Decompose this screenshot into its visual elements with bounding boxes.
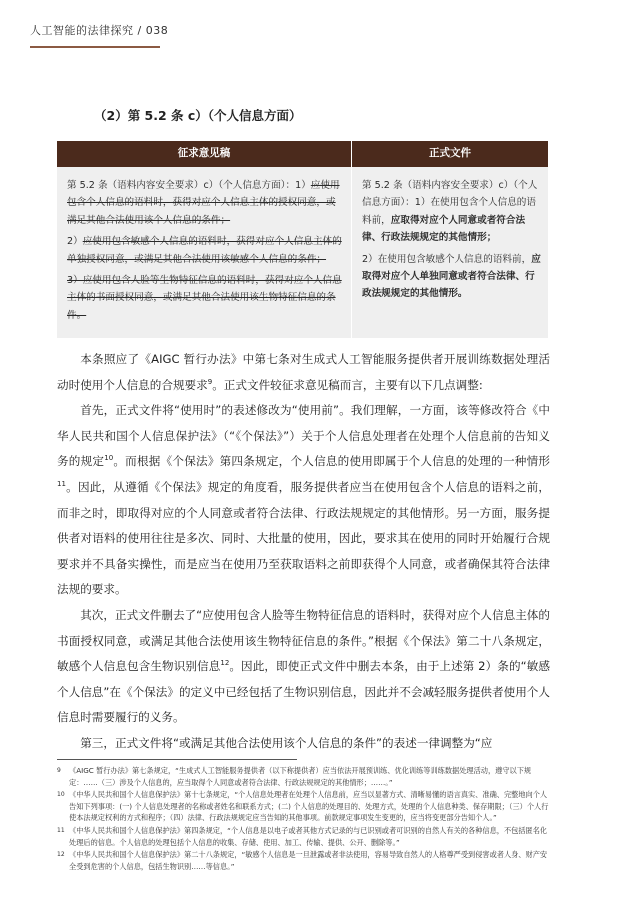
draft-item-1 xyxy=(67,177,345,229)
footnote-ref: 12 xyxy=(220,659,230,668)
draft-item-2-lead: 2） xyxy=(67,236,83,248)
paragraph-1-text-end: 。正式文件较征求意见稿而言，主要有以下几点调整: xyxy=(212,377,483,392)
paragraph-4: 第三，正式文件将“或满足其他合法使用该个人信息的条件”的表述一律调整为“应 xyxy=(80,735,493,750)
table-header-row xyxy=(57,141,548,167)
footnote-ref: 10 xyxy=(104,454,114,463)
draft-item-3-deleted: 3）应使用包含人脸等生物特征信息的语料时，获得对应个人信息主体的书面授权同意，或满足其他合法使用该生物特征信息的条件。 xyxy=(67,275,342,321)
footnote-text: 《中华人民共和国个人信息保护法》第十七条规定，“个人信息处理者在处理个人信息前，应当以显著方式、清晰易懂的语言真实、准确、完整地向个人告知下列事项：(一) 个人信息处理者的名称或者姓名和联系方式；(二) 个人信息的处理目的、处理方式，处理的个人信息种类、保存期限；（三）个人行使本法规定权利的方式和程序；（四）法律、行政法规规定应当告知的其他事项。前款规定事项发生变更的，应当将变更部分告知个人。” xyxy=(69,790,549,823)
footnote xyxy=(57,789,550,824)
table-row xyxy=(57,167,548,338)
footnote xyxy=(57,765,550,788)
draft-item-2-deleted: 应使用包含敏感个人信息的语料时，获得对应个人信息主体的单独授权同意，或满足其他合法使用该敏感个人信息的条件； xyxy=(67,236,342,265)
body-text xyxy=(57,347,550,757)
footnote-number: 9 xyxy=(57,767,61,774)
paragraph-3-text: 其次，正式文件删去了“应使用包含人脸等生物特征信息的语料时，获得对应个人信息主体的书面授权同意，或满足其他合法使用该生物特征信息的条件。”根据《个保法》第二十八条规定，敏感个人信息包含生物识别信息 xyxy=(57,607,550,674)
draft-item-2 xyxy=(67,233,345,268)
paragraph-2-text-mid: 。而根据《个保法》第四条规定，个人信息的使用即属于个人信息的处理的一种情形 xyxy=(113,454,550,469)
footnote-text: 《中华人民共和国个人信息保护法》第二十八条规定，“敏感个人信息是一旦泄露或者非法使用，容易导致自然人的人格尊严受到侵害或者人身、财产安全受到危害的个人信息，包括生物识别……等信息。” xyxy=(69,850,548,871)
final-item-2-added: 应取得对应个人单独同意或者符合法律、行政法规规定的其他情形。 xyxy=(362,253,541,300)
paragraph-2-text: 首先，正式文件将“使用时”的表述修改为“使用前”。我们理解，一方面，该等修改符合《中华人民共和国个人信息保护法》（“《个保法》”）关于个人信息处理者在处理个人信息前的告知义务的规定 xyxy=(57,403,550,469)
final-item-2 xyxy=(362,251,542,303)
draft-item-3 xyxy=(67,272,345,324)
paragraph-1-text: 本条照应了《AIGC 暂行办法》中第七条对生成式人工智能服务提供者开展训练数据处理活动时使用个人信息的合规要求 xyxy=(57,352,550,392)
footnote-number: 10 xyxy=(57,791,65,799)
paragraph-3 xyxy=(57,603,550,731)
footnote-text: 《中华人民共和国个人信息保护法》第四条规定，“个人信息是以电子或者其他方式记录的与已识别或者可识别的自然人有关的各种信息，不包括匿名化处理后的信息。个人信息的处理包括个人信息的收集、存储、使用、加工、传输、提供、公开、删除等。” xyxy=(69,825,548,847)
paragraph-1 xyxy=(57,347,550,398)
section-title: （2）第 5.2 条 c）（个人信息方面） xyxy=(94,108,302,123)
footnote xyxy=(57,849,550,872)
footnotes xyxy=(57,765,550,873)
final-item-2-lead: 2）在使用包含敏感个人信息的语料前， xyxy=(362,253,532,265)
footnote-text: 《AIGC 暂行办法》第七条规定，“生成式人工智能服务提供者（以下称提供者）应当依法开展预训练、优化训练等训练数据处理活动，遵守以下规定：……（三）涉及个人信息的，应当取得个人同意或者符合法律、行政法规规定的其他情形；……。” xyxy=(69,766,532,787)
column-header-final: 正式文件 xyxy=(352,141,549,167)
footnote-number: 11 xyxy=(57,826,65,834)
final-item-1 xyxy=(362,177,542,247)
footnote-number: 12 xyxy=(57,851,65,859)
footnote-rule xyxy=(57,759,297,760)
header-rule xyxy=(30,46,160,48)
draft-item-1-deleted: 应使用包含个人信息的语料时，获得对应个人信息主体的授权同意，或满足其他合法使用该个人信息的条件； xyxy=(67,180,340,226)
footnote xyxy=(57,825,550,848)
paragraph-2-text-end: 。因此，从遵循《个保法》规定的角度看，服务提供者应当在使用包含个人信息的语料之前，而非之时，即取得对应的个人同意或者符合法律、行政法规规定的其他情形。另一方面，服务提供者对语料的使用往往是多次、同时、大批量的使用，因此，要求其在使用的同时开始履行合规要求并不具备实操性，而是应当在使用乃至获取语料之前即获得个人同意，或者确保其符合法律法规的要求。 xyxy=(57,479,550,597)
footnote-ref: 9 xyxy=(207,377,213,386)
final-item-1-lead: 第 5.2 条（语料内容安全要求）c）（个人信息方面）：1）在使用包含个人信息的语料前， xyxy=(362,180,538,226)
comparison-table xyxy=(57,141,548,338)
paragraph-3-text-end: 。因此，即使正式文件中删去本条，由于上述第 2）条的“敏感个人信息”在《个保法》的定义中已经包括了生物识别信息，因此并不会减轻服务提供者使用个人信息时需要履行的义务。 xyxy=(57,659,550,725)
draft-item-1-lead: 第 5.2 条（语料内容安全要求）c）（个人信息方面）：1） xyxy=(67,180,311,191)
column-header-draft: 征求意见稿 xyxy=(57,141,352,167)
paragraph-2 xyxy=(57,398,550,603)
final-cell xyxy=(352,167,549,338)
footnote-ref: 11 xyxy=(57,480,66,489)
draft-cell xyxy=(57,167,352,338)
final-item-1-added: 应取得对应个人同意或者符合法律、行政法规规定的其他情形； xyxy=(362,214,526,244)
running-header: 人工智能的法律探究 / 038 xyxy=(30,24,169,37)
